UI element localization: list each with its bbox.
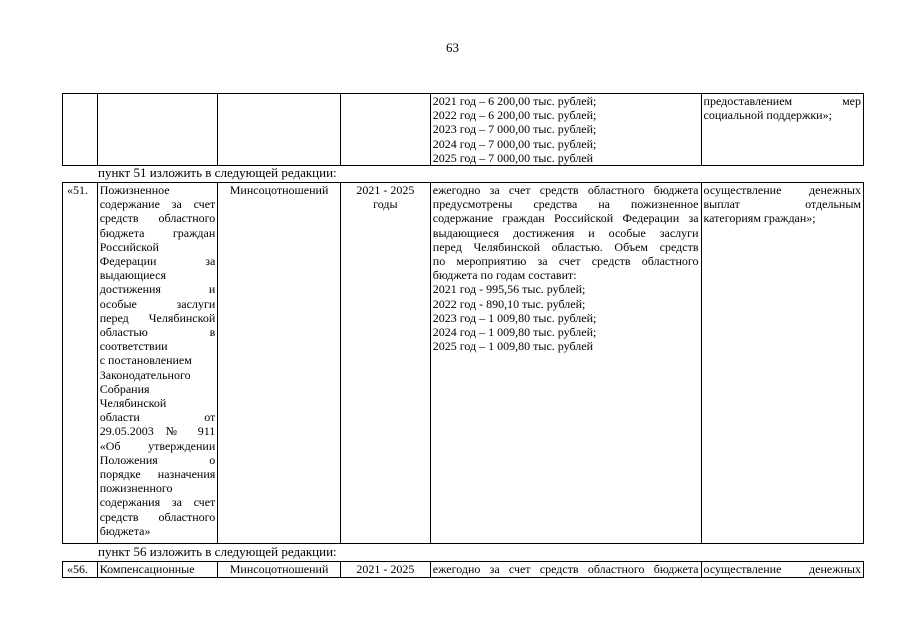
name-line: Челябинской [99,396,167,411]
year-line: 2022 год – 6 200,00 тыс. рублей; [432,108,597,123]
row-51-result [701,183,863,544]
name-line: выдающиеся [99,268,166,283]
cell-period [340,94,430,166]
row-51-name [97,183,218,544]
funding-line: ежегодно за счет средств областного бюджета [432,183,699,197]
name-line: с постановлением [99,353,192,368]
row-56-period: 2021 - 2025 [340,562,430,578]
name-line: средств областного [99,509,216,524]
name-line: содержания за счет [99,495,216,510]
name-line: содержание за счет [99,197,216,212]
result-line: выплат отдельным [703,197,861,212]
top-table-fragment [62,93,864,166]
cell-executor [218,94,341,166]
funding-line: перед Челябинской областью. Объем средств [432,239,699,254]
instruction-51: пункт 51 изложить в следующей редакции: [98,165,337,180]
name-line: «Об утверждении [99,438,216,453]
name-line: области от [99,410,216,425]
name-line: пожизненного [99,481,173,496]
name-line: областью в [99,325,216,340]
name-line: бюджета граждан [99,225,216,240]
row-51-table [62,182,864,544]
name-line: Законодательного [99,367,191,382]
cell-name [97,94,218,166]
funding-line: содержание граждан Российской Федерации за [432,211,699,226]
name-line: Пожизненное [99,183,170,197]
funding-line: бюджета по годам составит: [432,268,577,283]
name-line: Положения о [99,452,216,467]
result-line: предоставлением мер [703,94,861,108]
name-line: 29.05.2003 № 911 [99,424,216,439]
row-56-executor: Минсоцотношений [218,562,341,578]
row-51-period [340,183,430,544]
result-line: социальной поддержки»; [703,108,832,123]
year-line: 2025 год – 7 000,00 тыс. рублей [432,150,594,165]
name-line: Собрания [99,381,150,396]
name-line: средств областного [99,211,216,226]
funding-line: выдающиеся достижения и особые заслуги [432,225,699,240]
cell-result [701,94,863,166]
name-line: Российской [99,239,159,254]
funding-line: предусмотрены средства на пожизненное [432,197,699,212]
name-line: соответствии [99,339,168,354]
funding-line: 2024 год – 1 009,80 тыс. рублей; [432,325,597,340]
row-56-name: Компенсационные [97,562,218,578]
funding-line: по мероприятию за счет средств областного [432,254,699,269]
funding-line: 2021 год - 995,56 тыс. рублей; [432,282,586,297]
row-56-funding: ежегодно за счет средств областного бюджета [430,562,701,578]
result-line: осуществление денежных [703,183,861,197]
cell-funding [430,94,701,166]
funding-line: 2025 год – 1 009,80 тыс. рублей [432,339,594,354]
name-line: особые заслуги [99,296,216,311]
row-51-funding [430,183,701,544]
row-56-result: осуществление денежных [701,562,863,578]
name-line: перед Челябинской [99,310,216,325]
row-56-table [62,561,864,578]
period-line: 2021 - 2025 [356,183,415,197]
year-line: 2023 год – 7 000,00 тыс. рублей; [432,122,597,137]
period-line: годы [373,197,398,212]
name-line: достижения и [99,282,216,297]
name-line: порядке назначения [99,467,216,482]
funding-line: 2023 год – 1 009,80 тыс. рублей; [432,310,597,325]
row-51-number: «51. [63,183,98,544]
funding-line: 2022 год - 890,10 тыс. рублей; [432,296,586,311]
row-51-executor: Минсоцотношений [218,183,341,544]
result-line: категориям граждан»; [703,211,816,226]
year-line: 2021 год – 6 200,00 тыс. рублей; [432,94,597,108]
instruction-56: пункт 56 изложить в следующей редакции: [98,544,337,559]
name-line: Федерации за [99,254,216,269]
name-line: бюджета» [99,523,151,538]
year-line: 2024 год – 7 000,00 тыс. рублей; [432,136,597,151]
page-number: 63 [446,40,459,55]
row-56-number: «56. [63,562,98,578]
cell-number [63,94,98,166]
